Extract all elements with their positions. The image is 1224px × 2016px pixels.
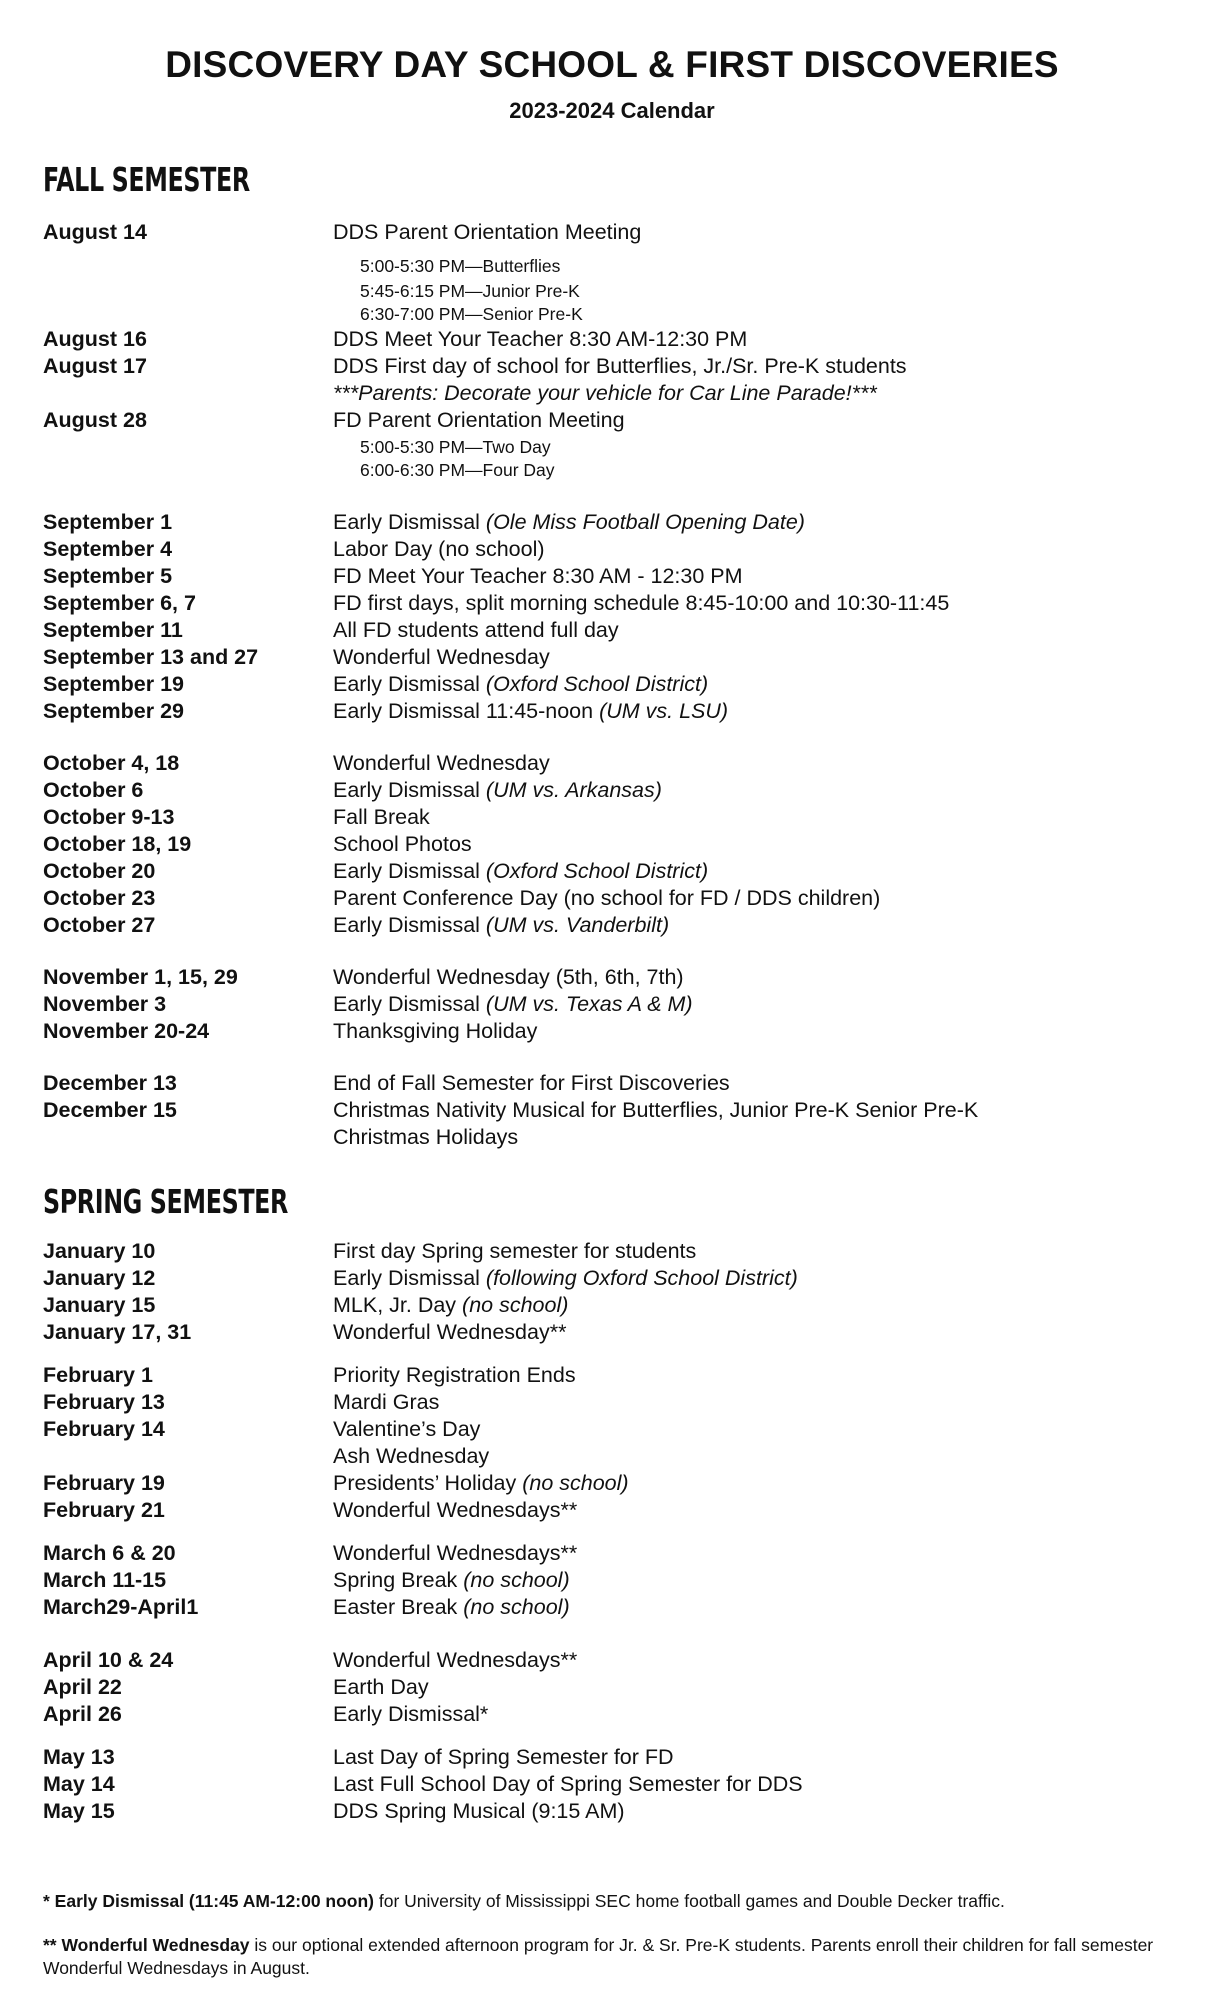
event-date: December 15 <box>43 1098 177 1122</box>
event-text: Early Dismissal <box>333 859 486 883</box>
event-description <box>333 858 708 885</box>
event-description <box>333 831 472 858</box>
event-date: January 17, 31 <box>43 1320 192 1344</box>
event-date: August 17 <box>43 354 147 378</box>
event-description <box>333 1070 730 1097</box>
event-date: May 14 <box>43 1772 115 1796</box>
event-description <box>333 1470 629 1497</box>
event-description <box>333 1744 674 1771</box>
event-description <box>333 1594 570 1621</box>
fall-semester-heading: FALL SEMESTER <box>43 160 250 199</box>
event-date: March 6 & 20 <box>43 1541 176 1565</box>
event-note: (following Oxford School District) <box>485 1266 798 1290</box>
event-text: Thanksgiving Holiday <box>333 1019 538 1043</box>
event-description <box>333 1497 577 1524</box>
event-text: Last Full School Day of Spring Semester for DDS <box>333 1772 803 1796</box>
event-description <box>333 1701 488 1728</box>
event-description <box>333 1416 480 1443</box>
event-description <box>333 698 728 725</box>
event-date: September 4 <box>43 537 173 561</box>
event-date: March29-April1 <box>43 1595 199 1619</box>
event-description <box>333 1647 577 1674</box>
event-text: Christmas Nativity Musical for Butterflies, Junior Pre-K Senior Pre-K <box>333 1098 979 1122</box>
event-date: February 21 <box>43 1498 165 1522</box>
event-description <box>333 1389 439 1416</box>
event-text: Early Dismissal* <box>333 1702 489 1726</box>
event-date: September 29 <box>43 699 185 723</box>
event-date: October 23 <box>43 886 156 910</box>
event-date: October 27 <box>43 913 156 937</box>
event-text: Earth Day <box>333 1675 429 1699</box>
event-text: Ash Wednesday <box>333 1444 490 1468</box>
event-description <box>333 964 684 991</box>
page-title: DISCOVERY DAY SCHOOL & FIRST DISCOVERIES <box>165 44 1059 85</box>
event-date: October 9-13 <box>43 805 175 829</box>
event-note: (UM vs. LSU) <box>599 699 729 723</box>
event-date: November 20-24 <box>43 1019 210 1043</box>
event-text: Easter Break <box>333 1595 464 1619</box>
event-note: (UM vs. Texas A & M) <box>485 992 693 1016</box>
event-text: Spring Break <box>333 1568 464 1592</box>
event-description <box>333 885 880 912</box>
event-date: April 26 <box>43 1702 122 1726</box>
event-text: FD Parent Orientation Meeting <box>333 408 625 432</box>
event-text: Wonderful Wednesdays** <box>333 1541 578 1565</box>
event-text: DDS Parent Orientation Meeting <box>333 220 642 244</box>
event-date: August 16 <box>43 327 147 351</box>
event-description <box>333 590 949 617</box>
event-date: September 5 <box>43 564 173 588</box>
event-date: March 11-15 <box>43 1568 167 1592</box>
footnote-wonderful-wednesday: ** Wonderful Wednesday is our optional extended afternoon program for Jr. & Sr. Pre-K students. Parents enroll their children for fall semester Wonderful Wednesdays in August. <box>43 1935 1154 1978</box>
event-description <box>333 1798 625 1825</box>
event-date: January 15 <box>43 1293 156 1317</box>
event-text: FD Meet Your Teacher 8:30 AM - 12:30 PM <box>333 564 743 588</box>
event-time-slot: 6:30-7:00 PM—Senior Pre-K <box>360 304 583 324</box>
event-description <box>333 1238 696 1265</box>
event-description <box>333 1097 978 1124</box>
page-subtitle: 2023-2024 Calendar <box>509 98 715 123</box>
event-text: Early Dismissal <box>333 778 486 802</box>
event-note: (UM vs. Arkansas) <box>485 778 662 802</box>
event-description <box>333 1443 489 1470</box>
event-note: ***Parents: Decorate your vehicle for Car Line Parade!*** <box>333 381 877 405</box>
event-date: October 4, 18 <box>43 751 180 775</box>
event-text: Fall Break <box>333 805 430 829</box>
event-description <box>333 750 550 777</box>
event-description <box>333 219 641 246</box>
event-date: December 13 <box>43 1071 177 1095</box>
event-date: May 13 <box>43 1745 115 1769</box>
event-note: (Ole Miss Football Opening Date) <box>485 510 805 534</box>
event-description <box>333 1319 566 1346</box>
event-text: FD first days, split morning schedule 8:45-10:00 and 10:30-11:45 <box>333 591 950 615</box>
event-date: October 18, 19 <box>43 832 192 856</box>
event-date: January 10 <box>43 1239 156 1263</box>
event-date: November 3 <box>43 992 167 1016</box>
event-description <box>333 617 619 644</box>
event-text: Early Dismissal <box>333 510 486 534</box>
event-text: Christmas Holidays <box>333 1125 519 1149</box>
event-text: Presidents’ Holiday <box>333 1471 523 1495</box>
event-date: September 13 and 27 <box>43 645 259 669</box>
event-description <box>333 563 743 590</box>
event-description <box>333 536 545 563</box>
event-date: September 1 <box>43 510 173 534</box>
event-time-slot: 5:45-6:15 PM—Junior Pre-K <box>360 281 580 301</box>
event-note: (Oxford School District) <box>485 672 709 696</box>
event-date: April 10 & 24 <box>43 1648 174 1672</box>
event-date: October 20 <box>43 859 156 883</box>
event-description <box>333 353 907 380</box>
event-text: Early Dismissal <box>333 913 486 937</box>
event-note: (no school) <box>463 1595 570 1619</box>
event-date: February 1 <box>43 1363 153 1387</box>
event-description <box>333 1018 537 1045</box>
event-description <box>333 1567 570 1594</box>
event-note: (no school) <box>463 1568 570 1592</box>
event-text: DDS Meet Your Teacher 8:30 AM-12:30 PM <box>333 327 748 351</box>
event-description <box>333 912 669 939</box>
event-description <box>333 991 693 1018</box>
event-text: Wonderful Wednesday (5th, 6th, 7th) <box>333 965 684 989</box>
event-text: Wonderful Wednesday <box>333 751 550 775</box>
event-date: April 22 <box>43 1675 122 1699</box>
event-text: DDS First day of school for Butterflies, Jr./Sr. Pre-K students <box>333 354 907 378</box>
event-note: (no school) <box>462 1293 569 1317</box>
event-time-slot: 5:00-5:30 PM—Butterflies <box>360 256 561 276</box>
event-text: Wonderful Wednesdays** <box>333 1648 578 1672</box>
event-text: End of Fall Semester for First Discoveries <box>333 1071 730 1095</box>
event-time-slot: 5:00-5:30 PM—Two Day <box>360 437 551 457</box>
spring-semester-heading: SPRING SEMESTER <box>43 1182 288 1221</box>
event-description <box>333 804 430 831</box>
event-date: August 14 <box>43 220 147 244</box>
event-date: October 6 <box>43 778 144 802</box>
event-date: September 19 <box>43 672 185 696</box>
event-text: First day Spring semester for students <box>333 1239 697 1263</box>
event-text: Early Dismissal <box>333 992 486 1016</box>
event-text: Early Dismissal <box>333 1266 486 1290</box>
event-text: Mardi Gras <box>333 1390 440 1414</box>
event-description <box>333 407 625 434</box>
event-date: May 15 <box>43 1799 115 1823</box>
event-description <box>333 1124 518 1151</box>
event-text: Wonderful Wednesday <box>333 645 550 669</box>
event-description <box>333 1674 429 1701</box>
event-description <box>333 644 550 671</box>
event-text: Last Day of Spring Semester for FD <box>333 1745 674 1769</box>
event-date: February 19 <box>43 1471 165 1495</box>
event-description <box>333 380 877 407</box>
event-text: DDS Spring Musical (9:15 AM) <box>333 1799 625 1823</box>
event-text: School Photos <box>333 832 472 856</box>
event-description <box>333 509 805 536</box>
event-description <box>333 777 662 804</box>
event-text: Wonderful Wednesday** <box>333 1320 567 1344</box>
event-text: Wonderful Wednesdays** <box>333 1498 578 1522</box>
event-description <box>333 1771 803 1798</box>
event-date: February 13 <box>43 1390 165 1414</box>
event-description <box>333 1292 568 1319</box>
event-description <box>333 671 708 698</box>
event-description <box>333 326 747 353</box>
event-date: January 12 <box>43 1266 156 1290</box>
event-time-slot: 6:00-6:30 PM—Four Day <box>360 460 555 480</box>
event-date: September 6, 7 <box>43 591 196 615</box>
footnote-early-dismissal: * Early Dismissal (11:45 AM-12:00 noon) for University of Mississippi SEC home football games and Double Decker traffic. <box>43 1891 1005 1911</box>
event-text: Priority Registration Ends <box>333 1363 576 1387</box>
event-date: September 11 <box>43 618 183 642</box>
event-text: Parent Conference Day (no school for FD / DDS children) <box>333 886 881 910</box>
event-note: (Oxford School District) <box>485 859 709 883</box>
event-description <box>333 1265 798 1292</box>
event-note: (no school) <box>522 1471 629 1495</box>
event-text: Labor Day (no school) <box>333 537 545 561</box>
event-text: All FD students attend full day <box>333 618 619 642</box>
event-date: February 14 <box>43 1417 165 1441</box>
event-text: Valentine’s Day <box>333 1417 481 1441</box>
event-description <box>333 1362 576 1389</box>
event-text: Early Dismissal <box>333 672 486 696</box>
event-description <box>333 1540 577 1567</box>
event-note: (UM vs. Vanderbilt) <box>485 913 670 937</box>
event-text: MLK, Jr. Day <box>333 1293 463 1317</box>
event-date: November 1, 15, 29 <box>43 965 238 989</box>
event-date: August 28 <box>43 408 147 432</box>
event-text: Early Dismissal 11:45-noon <box>333 699 600 723</box>
